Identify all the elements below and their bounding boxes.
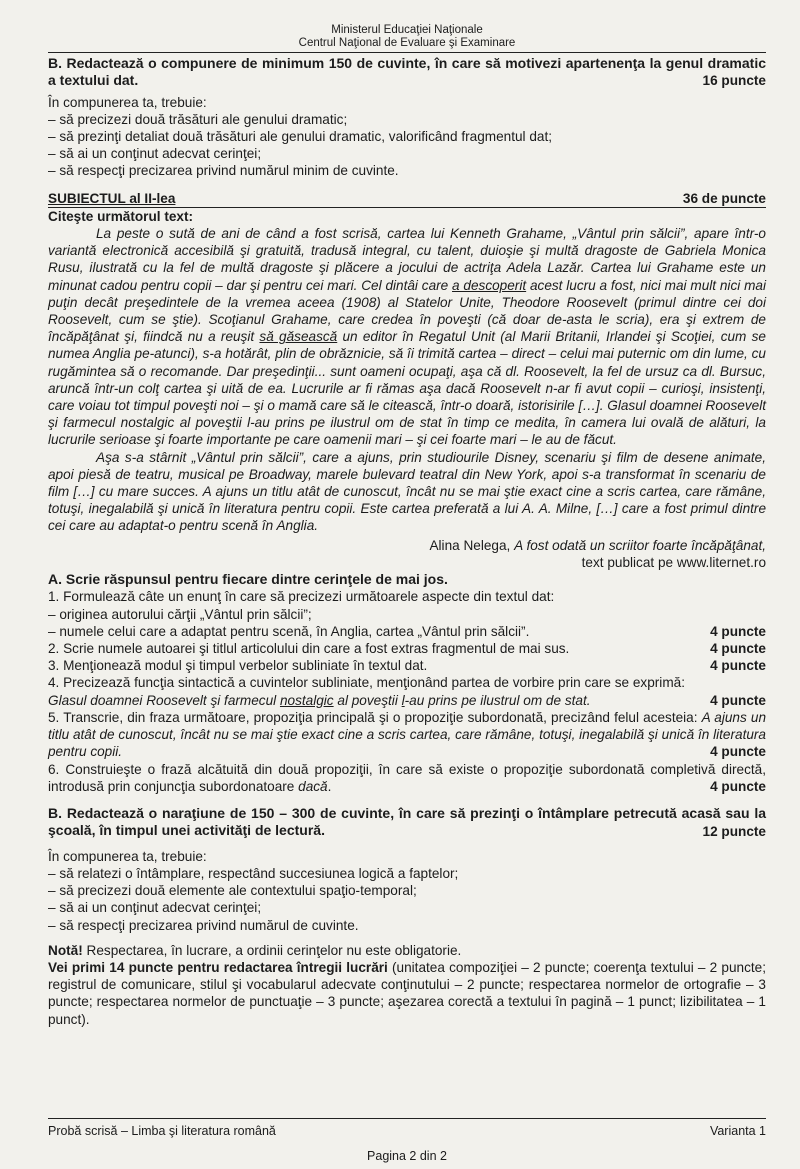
underlined-verb: a descoperit bbox=[452, 277, 527, 293]
grading-note bbox=[48, 942, 766, 1028]
reading-paragraph-1 bbox=[48, 225, 766, 449]
note-rest: (unitatea compoziţiei – 2 puncte; coerenţa textului – 2 puncte; registrul de comunicare, stilul şi vocabularul adecvate conţinutului – 2 puncte; respectarea normelor de ortografie – 3 puncte; respectarea normelor de punctuaţie – 3 puncte; aşezarea corectă a textului în pagină – 1 punct; lizibilitatea – 1 punct). bbox=[48, 959, 767, 1027]
source-title: A fost odată un scriitor foarte încăpăţânat, bbox=[514, 537, 766, 553]
question-5-sentence: A ajuns un titlu atât de cunoscut, încât nu se mai ştie exact cine a scris cartea, care rămâne, totuşi, inegalabilă şi unică în literatura pentru copii. bbox=[48, 709, 767, 760]
section-b2-points: 12 puncte bbox=[702, 823, 766, 839]
underlined-word: nostalgic bbox=[279, 692, 334, 708]
section-b1 bbox=[48, 55, 766, 180]
center-name: Centrul Naţional de Evaluare şi Examinare bbox=[298, 37, 516, 49]
section-b1-item: – să precizezi două trăsături ale genului dramatic; bbox=[48, 111, 348, 127]
read-label: Citeşte următorul text: bbox=[48, 208, 194, 224]
section-b1-item: – să prezinţi detaliat două trăsături ale genului dramatic, valorificând fragmentul dat; bbox=[48, 129, 553, 145]
question-4: 4. Precizează funcţia sintactică a cuvintelor subliniate, menţionând partea de vorbire prin care se exprimă: bbox=[48, 675, 685, 691]
section-b2-title: B. Redactează o naraţiune de 150 – 300 de cuvinte, în care să prezinţi o întâmplare petrecută acasă sau la şcoală, în timpul unei activităţi de lectură. bbox=[48, 805, 766, 839]
section-b2-item: – să precizezi două elemente ale contextului spaţio-temporal; bbox=[48, 883, 417, 899]
ministry-name: Ministerul Educaţiei Naţionale bbox=[331, 24, 483, 36]
section-b2-item: – să relatezi o întâmplare, respectând succesiunea logică a faptelor; bbox=[48, 865, 459, 881]
note-text: Respectarea, în lucrare, a ordinii cerinţelor nu este obligatorie. bbox=[82, 942, 462, 958]
footer-variant: Varianta 1 bbox=[709, 1124, 766, 1138]
section-a bbox=[48, 571, 766, 795]
question-points: 4 puncte bbox=[710, 778, 766, 794]
source-publication: text publicat pe www.liternet.ro bbox=[581, 554, 766, 570]
text-span: . bbox=[327, 778, 332, 794]
text-span: -au prins pe ilustrul om de stat. bbox=[404, 692, 591, 708]
note-bold: Vei primi 14 puncte pentru redactarea întregii lucrări bbox=[48, 959, 388, 975]
section-a-title: A. Scrie răspunsul pentru fiecare dintre cerinţele de mai jos. bbox=[48, 571, 448, 588]
section-b2 bbox=[48, 805, 766, 934]
footer-divider bbox=[48, 1118, 766, 1119]
question-1-item: – numele celui care a adaptat pentru scenă, în Anglia, cartea „Vântul prin sălcii”. bbox=[48, 623, 530, 639]
section-b1-points: 16 puncte bbox=[702, 73, 766, 89]
question-2: 2. Scrie numele autoarei şi titlul articolului din care a fost extras fragmentul de mai sus. bbox=[48, 640, 570, 656]
section-b1-intro: În compunerea ta, trebuie: bbox=[48, 94, 207, 110]
source-citation bbox=[48, 537, 766, 571]
note-label: Notă! bbox=[48, 942, 83, 958]
question-points: 4 puncte bbox=[710, 744, 766, 760]
section-b1-item: – să ai un conţinut adecvat cerinţei; bbox=[48, 146, 262, 162]
question-2-row bbox=[48, 640, 766, 657]
question-points: 4 puncte bbox=[710, 692, 766, 708]
question-1-item: – originea autorului cărţii „Vântul prin sălcii”; bbox=[48, 606, 312, 622]
conjunction: dacă bbox=[298, 778, 328, 794]
question-3: 3. Menţionează modul şi timpul verbelor subliniate în textul dat. bbox=[48, 658, 428, 674]
question-points: 4 puncte bbox=[710, 658, 766, 674]
reading-text bbox=[48, 225, 766, 535]
text-span: 6. Construieşte o frază alcătuită din două propoziţii, în care să existe o propoziţie subordonată completivă directă, introdusă prin conjuncţia subordonatoare bbox=[48, 761, 766, 794]
question-4-example bbox=[48, 692, 591, 709]
text-span: 5. Transcrie, din fraza următoare, propoziţia principală şi o propoziţie subordonată, precizând felul acesteia: bbox=[48, 709, 702, 725]
underlined-verb: să găsească bbox=[259, 329, 338, 345]
header-divider bbox=[48, 52, 766, 53]
section-b2-item: – să respecţi precizarea privind numărul de cuvinte. bbox=[48, 917, 359, 933]
text-span: al poveştii bbox=[333, 692, 402, 708]
question-1: 1. Formulează câte un enunţ în care să precizezi următoarele aspecte din textul dat: bbox=[48, 589, 555, 605]
subiect2-title: SUBIECTUL al II-lea bbox=[48, 190, 176, 206]
page-footer bbox=[48, 1118, 766, 1165]
section-b2-item: – să ai un conţinut adecvat cerinţei; bbox=[48, 900, 262, 916]
question-3-row bbox=[48, 657, 766, 674]
section-b2-intro: În compunerea ta, trebuie: bbox=[48, 848, 207, 864]
text-span: un editor în Regatul Unit (al Marii Britanii, Irlandei şi Scoţiei, cum se numea Anglia pe-atunci), s-a hotărât, plin de obrăznicie, să îi trimită cartea – direct – celui mai puternic om din lume, cu rugămintea să o recomande. Dar preşedinţii... sunt oameni ocupaţi, aşa că dl. Roosevelt, la fel de ursuz ca dl. Bursuc, aruncă într-un colţ cartea şi uită de ea. Lucrurile ar fi rămas aşa dacă Roosevelt n-ar fi avut copii – curioşi, insistenţi, care voiau tot timpul poveşti noi – şi o mamă care să le citească, într-o doară, istorisirile […]. Glasul doamnei Roosevelt şi farmecul nostalgic al poveştii l-au prins pe ilustrul om de stat în timp ce medita, în camera lui ovală de alături, la lucrurile serioase şi foarte importante pe care oamenii mari – şi cei foarte mari – le au de făcut. bbox=[48, 329, 766, 448]
question-points: 4 puncte bbox=[710, 623, 766, 639]
text-span: Glasul doamnei Roosevelt şi farmecul bbox=[48, 692, 280, 708]
footer-subject: Probă scrisă – Limba şi literatura română bbox=[48, 1124, 276, 1138]
underlined-word: l bbox=[401, 692, 405, 708]
text-span: acest lucru a fost, nici mai mult nici mai puţin decât preşedintele de la vremea aceea (1908) al Statelor Unite, Theodore Roosevelt (primul dintre cei doi Roosevelt, cum se ştie). Scoţianul Grahame, care credea în poveşti (că doar de-asta le scria), era şi extrem de încăpăţânat şi, fiindcă nu a reuşit bbox=[48, 277, 766, 345]
question-points: 4 puncte bbox=[710, 640, 766, 656]
section-b1-item: – să respecţi precizarea privind numărul minim de cuvinte. bbox=[48, 163, 399, 179]
question-4-example-row bbox=[48, 692, 766, 709]
page-number: Pagina 2 din 2 bbox=[367, 1149, 447, 1164]
reading-paragraph-2: Aşa s-a stârnit „Vântul prin sălcii”, care a ajuns, prin studiourile Disney, scenariu şi film de desene animate, apoi piesă de teatru, musical pe Broadway, marele bulevard teatral din New York, apoi s-a transformat în scenariu de film […] cu mare succes. A ajuns un titlu atât de cunoscut, încât nu se mai ştie exact cine a scris cartea, care rămâne, totuşi, inegalabilă şi unică în literatura pentru copii. Este cartea preferată a lui A. A. Milne, […] care a fost primul dintre cei care au adaptat-o pentru scenă în Anglia. bbox=[48, 449, 766, 534]
page-header bbox=[48, 0, 766, 50]
source-author: Alina Nelega, bbox=[429, 537, 515, 553]
subiect2-points: 36 de puncte bbox=[682, 190, 766, 206]
section-b1-title: B. Redactează o compunere de minimum 150 de cuvinte, în care să motivezi apartenenţa la genul dramatic a textului dat. bbox=[48, 55, 766, 89]
question-1-item-row bbox=[48, 623, 766, 640]
subiect2-heading bbox=[48, 190, 766, 208]
text-span: La peste o sută de ani de când a fost scrisă, cartea lui Kenneth Grahame, „Vântul prin sălcii”, apare într-o variantă electronică accesibilă şi gratuită, tradusă integral, cu talent, duioşie şi multă dragoste de Gabriela Monica Rusu, ilustrată cu la fel de multă dragoste şi plăcere a jocului de actriţa Adela Lazăr. Cartea lui Grahame este un minunat cadou pentru copii – dar şi pentru cei mari. Cel dintâi care bbox=[48, 226, 766, 293]
